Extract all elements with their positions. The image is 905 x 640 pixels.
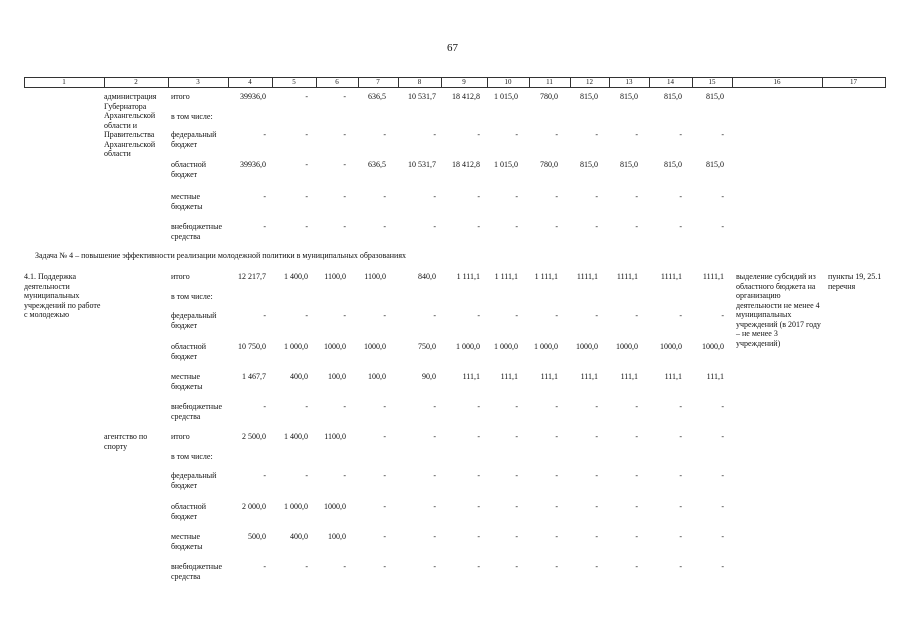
row-label: местные бюджеты	[171, 372, 203, 391]
value-cell: -	[263, 130, 266, 139]
value-cell: -	[477, 562, 480, 571]
value-cell: -	[263, 192, 266, 201]
row-label: областной бюджет	[171, 160, 207, 179]
value-cell: -	[555, 532, 558, 541]
value-cell: -	[721, 471, 724, 480]
value-cell: -	[305, 311, 308, 320]
value-cell: 400,0	[290, 372, 308, 381]
row-label: внебюджетные средства	[171, 222, 222, 241]
value-cell: -	[595, 532, 598, 541]
value-cell: -	[635, 192, 638, 201]
value-cell: -	[305, 130, 308, 139]
row-label: местные бюджеты	[171, 532, 203, 551]
header-column-number: 6	[335, 78, 339, 86]
value-cell: -	[343, 402, 346, 411]
value-cell: -	[477, 311, 480, 320]
header-column-number: 17	[850, 78, 857, 86]
page-number: 67	[447, 42, 458, 54]
value-cell: -	[305, 471, 308, 480]
value-cell: 111,1	[462, 372, 480, 381]
header-column-number: 16	[773, 78, 781, 86]
value-cell: -	[635, 402, 638, 411]
value-cell: -	[515, 222, 518, 231]
value-cell: 111,1	[664, 372, 682, 381]
value-cell: -	[555, 222, 558, 231]
block1-executor: администрация Губернатора Архангельской области и Правительства Архангельской области	[104, 92, 157, 158]
value-cell: 1111,1	[702, 272, 724, 281]
value-cell: 1 000,0	[284, 502, 308, 511]
value-cell: -	[679, 562, 682, 571]
value-cell: 1 015,0	[494, 160, 518, 169]
value-cell: 636,5	[368, 92, 386, 101]
value-cell: -	[477, 130, 480, 139]
value-cell: 18 412,8	[452, 92, 480, 101]
row-label: федеральный бюджет	[171, 130, 217, 149]
value-cell: 100,0	[328, 372, 346, 381]
value-cell: -	[477, 471, 480, 480]
value-cell: -	[555, 311, 558, 320]
value-cell: 18 412,8	[452, 160, 480, 169]
value-cell: 815,0	[706, 92, 724, 101]
value-cell: -	[555, 402, 558, 411]
row-label: внебюджетные средства	[171, 402, 222, 421]
value-cell: -	[635, 532, 638, 541]
value-cell: -	[383, 222, 386, 231]
value-cell: -	[679, 502, 682, 511]
value-cell: -	[721, 562, 724, 571]
value-cell: -	[477, 532, 480, 541]
value-cell: -	[679, 130, 682, 139]
header-column-number: 10	[504, 78, 512, 86]
value-cell: -	[595, 130, 598, 139]
value-cell: -	[595, 222, 598, 231]
header-column-number: 7	[376, 78, 380, 86]
value-cell: -	[595, 192, 598, 201]
row-label: в том числе:	[171, 112, 213, 121]
row-label: федеральный бюджет	[171, 471, 217, 490]
value-cell: -	[595, 471, 598, 480]
value-cell: -	[679, 311, 682, 320]
header-column-number: 11	[546, 78, 553, 86]
value-cell: -	[383, 192, 386, 201]
row-label: в том числе:	[171, 292, 213, 301]
value-cell: 1 111,1	[456, 272, 480, 281]
value-cell: 1000,0	[660, 342, 682, 351]
value-cell: -	[383, 532, 386, 541]
block2-result: выделение субсидий из областного бюджета на организацию деятельности не менее 4 муниципальных учреждений (в 2017 году – не менее 3 учреждений)	[736, 272, 821, 348]
value-cell: -	[721, 432, 724, 441]
value-cell: 815,0	[580, 92, 598, 101]
value-cell: -	[679, 532, 682, 541]
value-cell: -	[635, 130, 638, 139]
value-cell: -	[515, 311, 518, 320]
value-cell: -	[635, 502, 638, 511]
value-cell: -	[595, 311, 598, 320]
value-cell: -	[263, 402, 266, 411]
header-column-number: 12	[586, 78, 593, 86]
value-cell: 1 467,7	[242, 372, 266, 381]
value-cell: -	[477, 502, 480, 511]
value-cell: -	[263, 222, 266, 231]
value-cell: 100,0	[328, 532, 346, 541]
value-cell: 111,1	[580, 372, 598, 381]
value-cell: 1111,1	[616, 272, 638, 281]
value-cell: -	[343, 192, 346, 201]
value-cell: 1000,0	[324, 342, 346, 351]
row-label: итого	[171, 432, 190, 441]
value-cell: -	[477, 432, 480, 441]
value-cell: -	[433, 222, 436, 231]
value-cell: 10 750,0	[238, 342, 266, 351]
value-cell: -	[555, 562, 558, 571]
block3-executor: агентство по спорту	[104, 432, 148, 451]
header-column-number: 14	[667, 78, 674, 86]
value-cell: -	[515, 192, 518, 201]
value-cell: -	[635, 222, 638, 231]
value-cell: 10 531,7	[408, 92, 436, 101]
value-cell: 12 217,7	[238, 272, 266, 281]
value-cell: 815,0	[620, 160, 638, 169]
value-cell: -	[555, 432, 558, 441]
value-cell: -	[433, 130, 436, 139]
value-cell: -	[383, 562, 386, 571]
value-cell: -	[595, 562, 598, 571]
value-cell: -	[305, 402, 308, 411]
value-cell: 1 111,1	[534, 272, 558, 281]
value-cell: -	[721, 222, 724, 231]
value-cell: -	[343, 130, 346, 139]
value-cell: -	[305, 92, 308, 101]
value-cell: 39936,0	[240, 160, 266, 169]
row-label: итого	[171, 272, 190, 281]
value-cell: -	[433, 502, 436, 511]
value-cell: -	[305, 160, 308, 169]
value-cell: -	[721, 532, 724, 541]
value-cell: 750,0	[418, 342, 436, 351]
value-cell: -	[721, 311, 724, 320]
value-cell: -	[263, 311, 266, 320]
value-cell: -	[343, 160, 346, 169]
value-cell: -	[383, 471, 386, 480]
value-cell: 780,0	[540, 160, 558, 169]
value-cell: 815,0	[620, 92, 638, 101]
header-column-number: 13	[625, 78, 633, 86]
header-column-number: 15	[708, 78, 716, 86]
row-label: областной бюджет	[171, 502, 207, 521]
value-cell: -	[555, 471, 558, 480]
header-column-number: 5	[292, 78, 296, 86]
row-label: итого	[171, 92, 190, 101]
value-cell: -	[679, 192, 682, 201]
value-cell: -	[383, 502, 386, 511]
value-cell: -	[679, 222, 682, 231]
value-cell: 1 400,0	[284, 432, 308, 441]
value-cell: -	[595, 432, 598, 441]
value-cell: -	[635, 471, 638, 480]
value-cell: -	[515, 562, 518, 571]
header-column-number: 3	[196, 78, 200, 86]
value-cell: -	[477, 192, 480, 201]
value-cell: -	[343, 311, 346, 320]
value-cell: -	[515, 532, 518, 541]
value-cell: -	[383, 402, 386, 411]
value-cell: 1 000,0	[534, 342, 558, 351]
header-column-number: 2	[134, 78, 138, 86]
value-cell: 815,0	[580, 160, 598, 169]
value-cell: -	[679, 402, 682, 411]
value-cell: 2 000,0	[242, 502, 266, 511]
value-cell: 1111,1	[660, 272, 682, 281]
value-cell: -	[433, 471, 436, 480]
value-cell: -	[433, 562, 436, 571]
value-cell: -	[477, 402, 480, 411]
value-cell: -	[383, 130, 386, 139]
value-cell: -	[595, 402, 598, 411]
value-cell: 1100,0	[324, 272, 346, 281]
value-cell: 636,5	[368, 160, 386, 169]
value-cell: -	[305, 562, 308, 571]
value-cell: -	[635, 562, 638, 571]
value-cell: 1 015,0	[494, 92, 518, 101]
header-column-number: 9	[462, 78, 466, 86]
value-cell: 1000,0	[364, 342, 386, 351]
value-cell: -	[343, 471, 346, 480]
value-cell: -	[721, 502, 724, 511]
value-cell: 1 400,0	[284, 272, 308, 281]
value-cell: -	[635, 311, 638, 320]
value-cell: 1100,0	[364, 272, 386, 281]
value-cell: -	[305, 222, 308, 231]
value-cell: -	[383, 311, 386, 320]
value-cell: 1 000,0	[284, 342, 308, 351]
value-cell: 1000,0	[616, 342, 638, 351]
block2-activity: 4.1. Поддержка деятельности муниципальных учреждений по работе с молодежью	[24, 272, 101, 319]
value-cell: -	[433, 192, 436, 201]
value-cell: 1 000,0	[456, 342, 480, 351]
value-cell: 39936,0	[240, 92, 266, 101]
value-cell: 1000,0	[702, 342, 724, 351]
value-cell: 1100,0	[324, 432, 346, 441]
row-label: местные бюджеты	[171, 192, 203, 211]
value-cell: 10 531,7	[408, 160, 436, 169]
value-cell: -	[433, 311, 436, 320]
value-cell: 815,0	[664, 92, 682, 101]
value-cell: 111,1	[620, 372, 638, 381]
value-cell: -	[515, 432, 518, 441]
value-cell: -	[305, 192, 308, 201]
row-label: внебюджетные средства	[171, 562, 222, 581]
value-cell: -	[477, 222, 480, 231]
value-cell: -	[721, 130, 724, 139]
value-cell: 100,0	[368, 372, 386, 381]
value-cell: -	[721, 402, 724, 411]
value-cell: -	[721, 192, 724, 201]
value-cell: 815,0	[664, 160, 682, 169]
value-cell: 780,0	[540, 92, 558, 101]
value-cell: -	[433, 532, 436, 541]
value-cell: -	[383, 432, 386, 441]
value-cell: -	[263, 471, 266, 480]
row-label: областной бюджет	[171, 342, 207, 361]
task-title: Задача № 4 – повышение эффективности реализации молодежной политики в муниципальных образованиях	[35, 251, 407, 260]
value-cell: -	[555, 192, 558, 201]
value-cell: 1 111,1	[494, 272, 518, 281]
value-cell: 840,0	[418, 272, 436, 281]
header-column-number: 1	[62, 78, 66, 86]
header-separator	[885, 77, 886, 88]
value-cell: -	[263, 562, 266, 571]
value-cell: 400,0	[290, 532, 308, 541]
value-cell: -	[515, 130, 518, 139]
value-cell: -	[515, 502, 518, 511]
value-cell: 500,0	[248, 532, 266, 541]
header-column-number: 4	[248, 78, 252, 86]
value-cell: 111,1	[706, 372, 724, 381]
value-cell: -	[635, 432, 638, 441]
value-cell: 111,1	[500, 372, 518, 381]
value-cell: -	[555, 502, 558, 511]
value-cell: -	[679, 432, 682, 441]
value-cell: -	[433, 402, 436, 411]
value-cell: 815,0	[706, 160, 724, 169]
value-cell: -	[343, 92, 346, 101]
row-label: федеральный бюджет	[171, 311, 217, 330]
value-cell: 1111,1	[576, 272, 598, 281]
value-cell: -	[343, 222, 346, 231]
value-cell: -	[595, 502, 598, 511]
value-cell: -	[555, 130, 558, 139]
block2-reference: пункты 19, 25.1 перечня	[828, 272, 882, 291]
value-cell: -	[515, 471, 518, 480]
value-cell: -	[433, 432, 436, 441]
value-cell: 90,0	[422, 372, 436, 381]
value-cell: 2 500,0	[242, 432, 266, 441]
value-cell: -	[679, 471, 682, 480]
value-cell: 1000,0	[324, 502, 346, 511]
value-cell: 1000,0	[576, 342, 598, 351]
value-cell: -	[343, 562, 346, 571]
value-cell: -	[515, 402, 518, 411]
row-label: в том числе:	[171, 452, 213, 461]
value-cell: 1 000,0	[494, 342, 518, 351]
header-column-number: 8	[417, 78, 422, 86]
value-cell: 111,1	[540, 372, 558, 381]
